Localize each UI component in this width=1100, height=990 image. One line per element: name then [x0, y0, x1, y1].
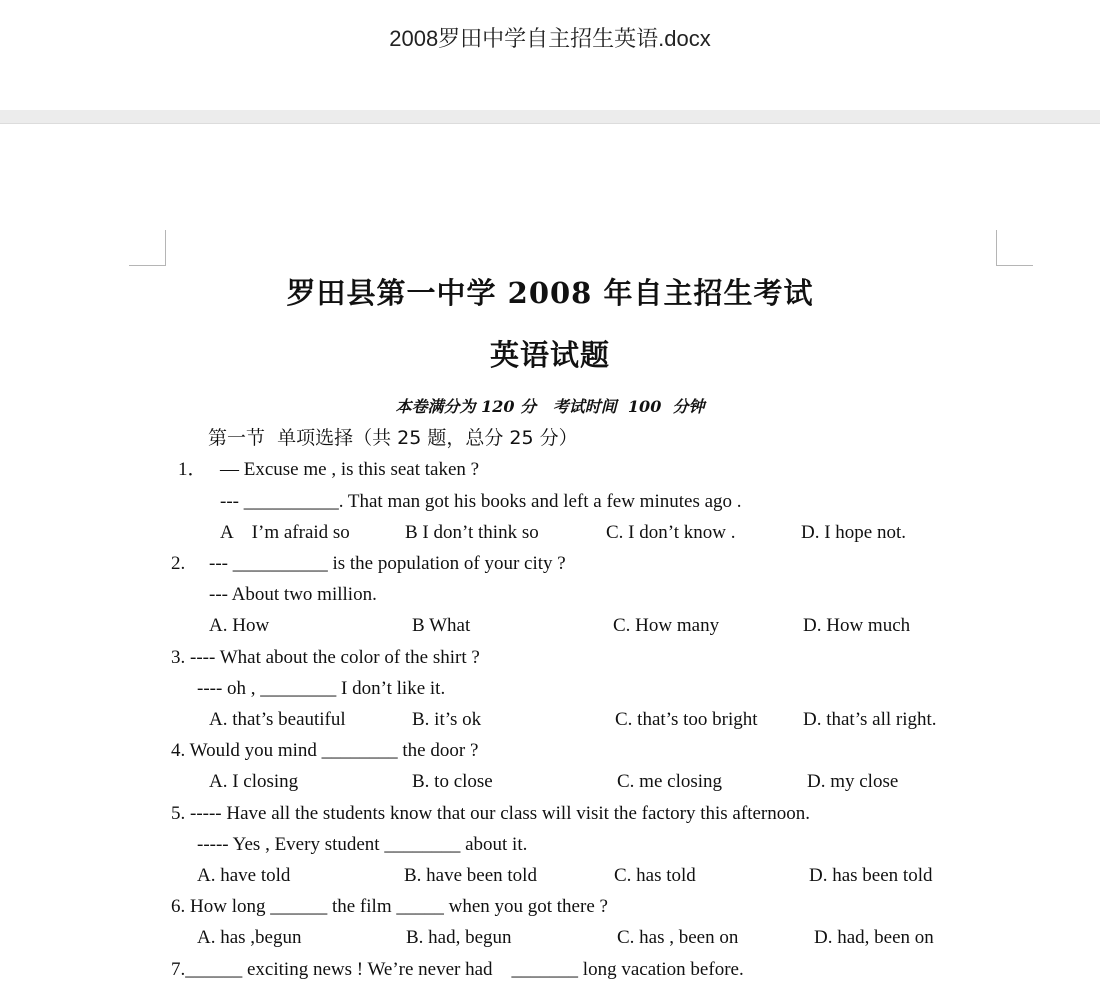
q5-option-b: B. have been told: [404, 865, 537, 886]
q5-option-c: C. has told: [614, 865, 696, 886]
exam-info: 本卷满分为 120 分 考试时间 100 分钟: [395, 397, 705, 416]
title-bar: [0, 0, 1100, 110]
q1-reply: --- __________. That man got his books and left a few minutes ago .: [220, 491, 742, 512]
q6-option-b: B. had, begun: [406, 927, 512, 948]
q1-option-d: D. I hope not.: [801, 522, 907, 543]
margin-corner-top-left: [129, 230, 166, 266]
q2-reply: --- About two million.: [209, 584, 377, 605]
exam-heading: 罗田县第一中学 2008 年自主招生考试: [286, 276, 814, 310]
q7-stem: 7.______ exciting news ! We’re never had _______ long vacation before.: [171, 959, 744, 980]
q2-stem: --- __________ is the population of your city ?: [209, 553, 566, 574]
q6-option-c: C. has , been on: [617, 927, 739, 948]
q3-option-d: D. that’s all right.: [803, 709, 937, 730]
q6-option-a: A. has ,begun: [197, 927, 302, 948]
q4-option-b: B. to close: [412, 771, 493, 792]
q2-option-d: D. How much: [803, 615, 911, 636]
q4-stem: 4. Would you mind ________ the door ?: [171, 740, 479, 761]
q6-option-d: D. had, been on: [814, 927, 934, 948]
q6-stem: 6. How long ______ the film _____ when you got there ?: [171, 896, 608, 917]
q5-option-a: A. have told: [197, 865, 291, 886]
margin-corner-top-right: [996, 230, 1033, 266]
q3-reply: ---- oh , ________ I don’t like it.: [197, 678, 446, 699]
q2-number: 2.: [171, 553, 186, 574]
section-title: 第一节 单项选择（共 25 题，总分 25 分）: [208, 427, 578, 449]
q4-option-c: C. me closing: [617, 771, 723, 792]
q1-option-a: A I’m afraid so: [220, 522, 350, 543]
q1-stem: — Excuse me , is this seat taken ?: [220, 459, 480, 480]
document-title: 2008罗田中学自主招生英语.docx: [389, 26, 711, 51]
q2-option-a: A. How: [209, 615, 270, 636]
q3-stem: 3. ---- What about the color of the shirt ?: [171, 647, 480, 668]
q5-stem: 5. ----- Have all the students know that our class will visit the factory this afternoon.: [171, 803, 810, 824]
q4-option-d: D. my close: [807, 771, 899, 792]
q1-option-c: C. I don’t know .: [606, 522, 736, 543]
q5-reply: ----- Yes , Every student ________ about it.: [197, 834, 528, 855]
toolbar-divider: [0, 110, 1100, 124]
q4-option-a: A. I closing: [209, 771, 299, 792]
q1-option-b: B I don’t think so: [405, 522, 539, 543]
q3-option-c: C. that’s too bright: [615, 709, 758, 730]
exam-subheading: 英语试题: [489, 338, 610, 372]
q2-option-c: C. How many: [613, 615, 720, 636]
q3-option-b: B. it’s ok: [412, 709, 482, 730]
q5-option-d: D. has been told: [809, 865, 933, 886]
q3-option-a: A. that’s beautiful: [209, 709, 346, 730]
q1-number: 1．: [178, 459, 207, 480]
q2-option-b: B What: [412, 615, 471, 636]
